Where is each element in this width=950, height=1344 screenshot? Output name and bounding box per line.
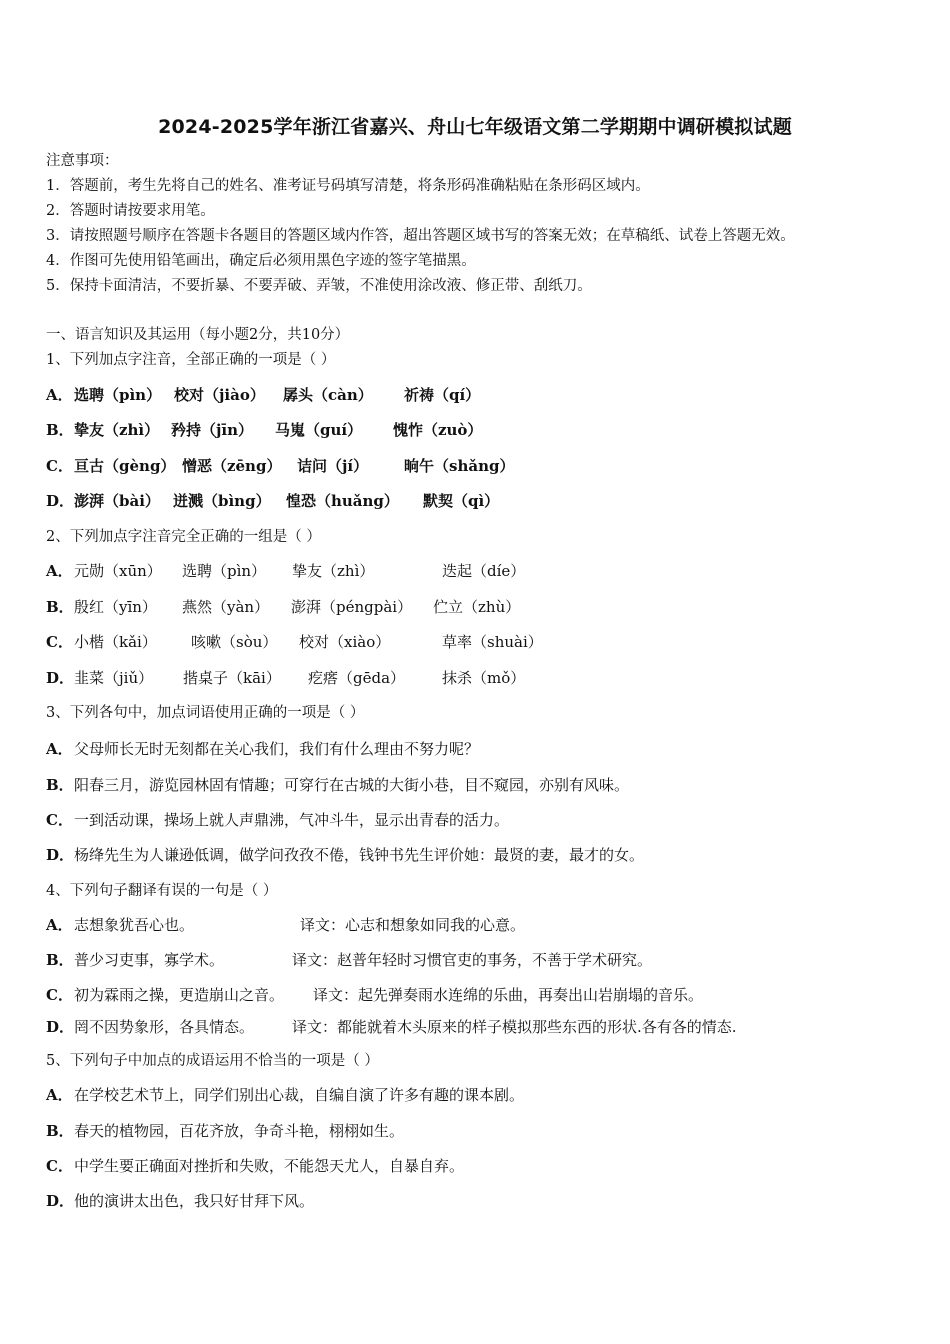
option-label: C．	[46, 633, 73, 651]
question-stem-4: 4、下列句子翻译有误的一句是（ ）	[46, 883, 278, 899]
q3-option-d	[46, 845, 644, 865]
option-term: 晌午（shǎng）	[404, 457, 515, 475]
option-label: A．	[46, 386, 73, 404]
option-label: D．	[46, 669, 75, 687]
option-term: 伫立（zhù）	[433, 598, 521, 616]
option-source: 志想象犹吾心也。	[74, 916, 195, 934]
option-label: A．	[46, 562, 73, 580]
option-text: 他的演讲太出色，我只好甘拜下风。	[74, 1192, 315, 1210]
option-source: 普少习吏事，寡学术。	[74, 951, 225, 969]
section-heading: 一、语言知识及其运用（每小题2分，共10分）	[46, 327, 350, 343]
option-label: B．	[46, 951, 74, 969]
option-text: 父母师长无时无刻都在关心我们，我们有什么理由不努力呢？	[74, 740, 480, 758]
q5-option-c	[46, 1156, 464, 1176]
option-term: 殷红（yīn）	[74, 598, 157, 616]
option-term: 默契（qì）	[423, 492, 500, 510]
option-term: 祈祷（qí）	[404, 386, 481, 404]
q5-option-b	[46, 1121, 404, 1141]
option-source: 罔不因势象形，各具情态。	[74, 1018, 255, 1036]
q2-option-c	[46, 632, 543, 652]
q4-option-c	[46, 985, 704, 1005]
option-label: B．	[46, 598, 74, 616]
notice-item: 1．答题前，考生先将自己的姓名、准考证号码填写清楚，将条形码准确粘贴在条形码区域内。	[46, 178, 650, 194]
option-label: B．	[46, 1122, 74, 1140]
option-term: 咳嗽（sòu）	[191, 633, 278, 651]
option-term: 选聘（pìn）	[74, 386, 162, 404]
q5-option-d	[46, 1191, 314, 1211]
option-translation: 译文：都能就着木头原来的样子模拟那些东西的形状.各有各的情态.	[292, 1018, 737, 1036]
option-term: 校对（xiào）	[299, 633, 391, 651]
option-term: 诘问（jí）	[297, 457, 369, 475]
q3-option-b	[46, 775, 629, 795]
question-stem-1: 1、下列加点字注音，全部正确的一项是（ ）	[46, 352, 336, 368]
option-term: 愧怍（zuò）	[393, 421, 483, 439]
notice-item: 5．保持卡面清洁，不要折暴、不要弄破、弄皱，不准使用涂改液、修正带、刮纸刀。	[46, 278, 592, 294]
option-text: 一到活动课，操场上就人声鼎沸，气冲斗牛，显示出青春的活力。	[74, 811, 510, 829]
option-translation: 译文：心志和想象如同我的心意。	[300, 916, 526, 934]
q3-option-a	[46, 739, 479, 759]
option-term: 草率（shuài）	[442, 633, 543, 651]
option-label: C．	[46, 986, 73, 1004]
option-term: 揩桌子（kāi）	[183, 669, 281, 687]
q2-option-b	[46, 597, 521, 617]
option-term: 校对（jiào）	[174, 386, 265, 404]
q1-option-d	[46, 491, 500, 511]
question-stem-5: 5、下列句子中加点的成语运用不恰当的一项是（ ）	[46, 1053, 379, 1069]
option-term: 矜持（jīn）	[171, 421, 254, 439]
page-title: 2024-2025学年浙江省嘉兴、舟山七年级语文第二学期期中调研模拟试题	[158, 116, 792, 138]
option-label: D．	[46, 1018, 75, 1036]
option-translation: 译文：起先弹奏雨水连绵的乐曲，再奏出山岩崩塌的音乐。	[313, 986, 704, 1004]
option-label: C．	[46, 1157, 73, 1175]
option-label: A．	[46, 916, 73, 934]
option-text: 阳春三月，游览园林固有情趣；可穿行在古城的大街小巷，目不窥园，亦别有风味。	[74, 776, 630, 794]
notice-item: 4．作图可先使用铅笔画出，确定后必须用黑色字迹的签字笔描黑。	[46, 253, 476, 269]
option-term: 马嵬（guí）	[275, 421, 363, 439]
option-label: D．	[46, 846, 75, 864]
q1-option-a	[46, 385, 481, 405]
notice-item: 3．请按照题号顺序在答题卡各题目的答题区域内作答，超出答题区域书写的答案无效；在草稿纸、试卷上答题无效。	[46, 228, 795, 244]
option-label: C．	[46, 457, 73, 475]
option-text: 春天的植物园，百花齐放，争奇斗艳，栩栩如生。	[74, 1122, 405, 1140]
option-label: D．	[46, 492, 75, 510]
option-term: 憎恶（zēng）	[182, 457, 282, 475]
option-label: C．	[46, 811, 73, 829]
question-stem-3: 3、下列各句中，加点词语使用正确的一项是（ ）	[46, 705, 365, 721]
option-term: 澎湃（péngpài）	[291, 598, 413, 616]
option-term: 惶恐（huǎng）	[286, 492, 399, 510]
option-label: B．	[46, 421, 74, 439]
option-term: 迭起（díe）	[442, 562, 526, 580]
option-term: 疙瘩（gēda）	[308, 669, 406, 687]
q1-option-c	[46, 456, 515, 476]
option-term: 孱头（càn）	[283, 386, 373, 404]
q1-option-b	[46, 420, 483, 440]
option-term: 挚友（zhì）	[292, 562, 375, 580]
notice-heading: 注意事项：	[46, 153, 119, 169]
q2-option-a	[46, 561, 526, 581]
option-label: B．	[46, 776, 74, 794]
option-label: A．	[46, 1086, 73, 1104]
q4-option-a	[46, 915, 526, 935]
option-label: A．	[46, 740, 73, 758]
q4-option-b	[46, 950, 653, 970]
question-stem-2: 2、下列加点字注音完全正确的一组是（ ）	[46, 529, 321, 545]
option-term: 选聘（pìn）	[182, 562, 267, 580]
option-term: 迸溅（bìng）	[173, 492, 271, 510]
notice-item: 2．答题时请按要求用笔。	[46, 203, 215, 219]
option-term: 澎湃（bài）	[74, 492, 160, 510]
option-term: 挚友（zhì）	[74, 421, 160, 439]
option-term: 小楷（kǎi）	[74, 633, 157, 651]
option-term: 韭菜（jiǔ）	[74, 669, 154, 687]
q3-option-c	[46, 810, 509, 830]
q5-option-a	[46, 1085, 524, 1105]
q2-option-d	[46, 668, 526, 688]
option-term: 抹杀（mǒ）	[442, 669, 526, 687]
option-label: D．	[46, 1192, 75, 1210]
option-text: 杨绛先生为人谦逊低调，做学问孜孜不倦，钱钟书先生评价她：最贤的妻，最才的女。	[74, 846, 645, 864]
option-term: 燕然（yàn）	[182, 598, 270, 616]
option-text: 在学校艺术节上，同学们别出心裁，自编自演了许多有趣的课本剧。	[74, 1086, 525, 1104]
option-term: 亘古（gèng）	[74, 457, 176, 475]
option-translation: 译文：赵普年轻时习惯官吏的事务，不善于学术研究。	[292, 951, 653, 969]
q4-option-d	[46, 1017, 737, 1037]
option-term: 元勋（xūn）	[74, 562, 162, 580]
option-source: 初为霖雨之操，更造崩山之音。	[74, 986, 285, 1004]
option-text: 中学生要正确面对挫折和失败，不能怨天尤人，自暴自弃。	[74, 1157, 465, 1175]
